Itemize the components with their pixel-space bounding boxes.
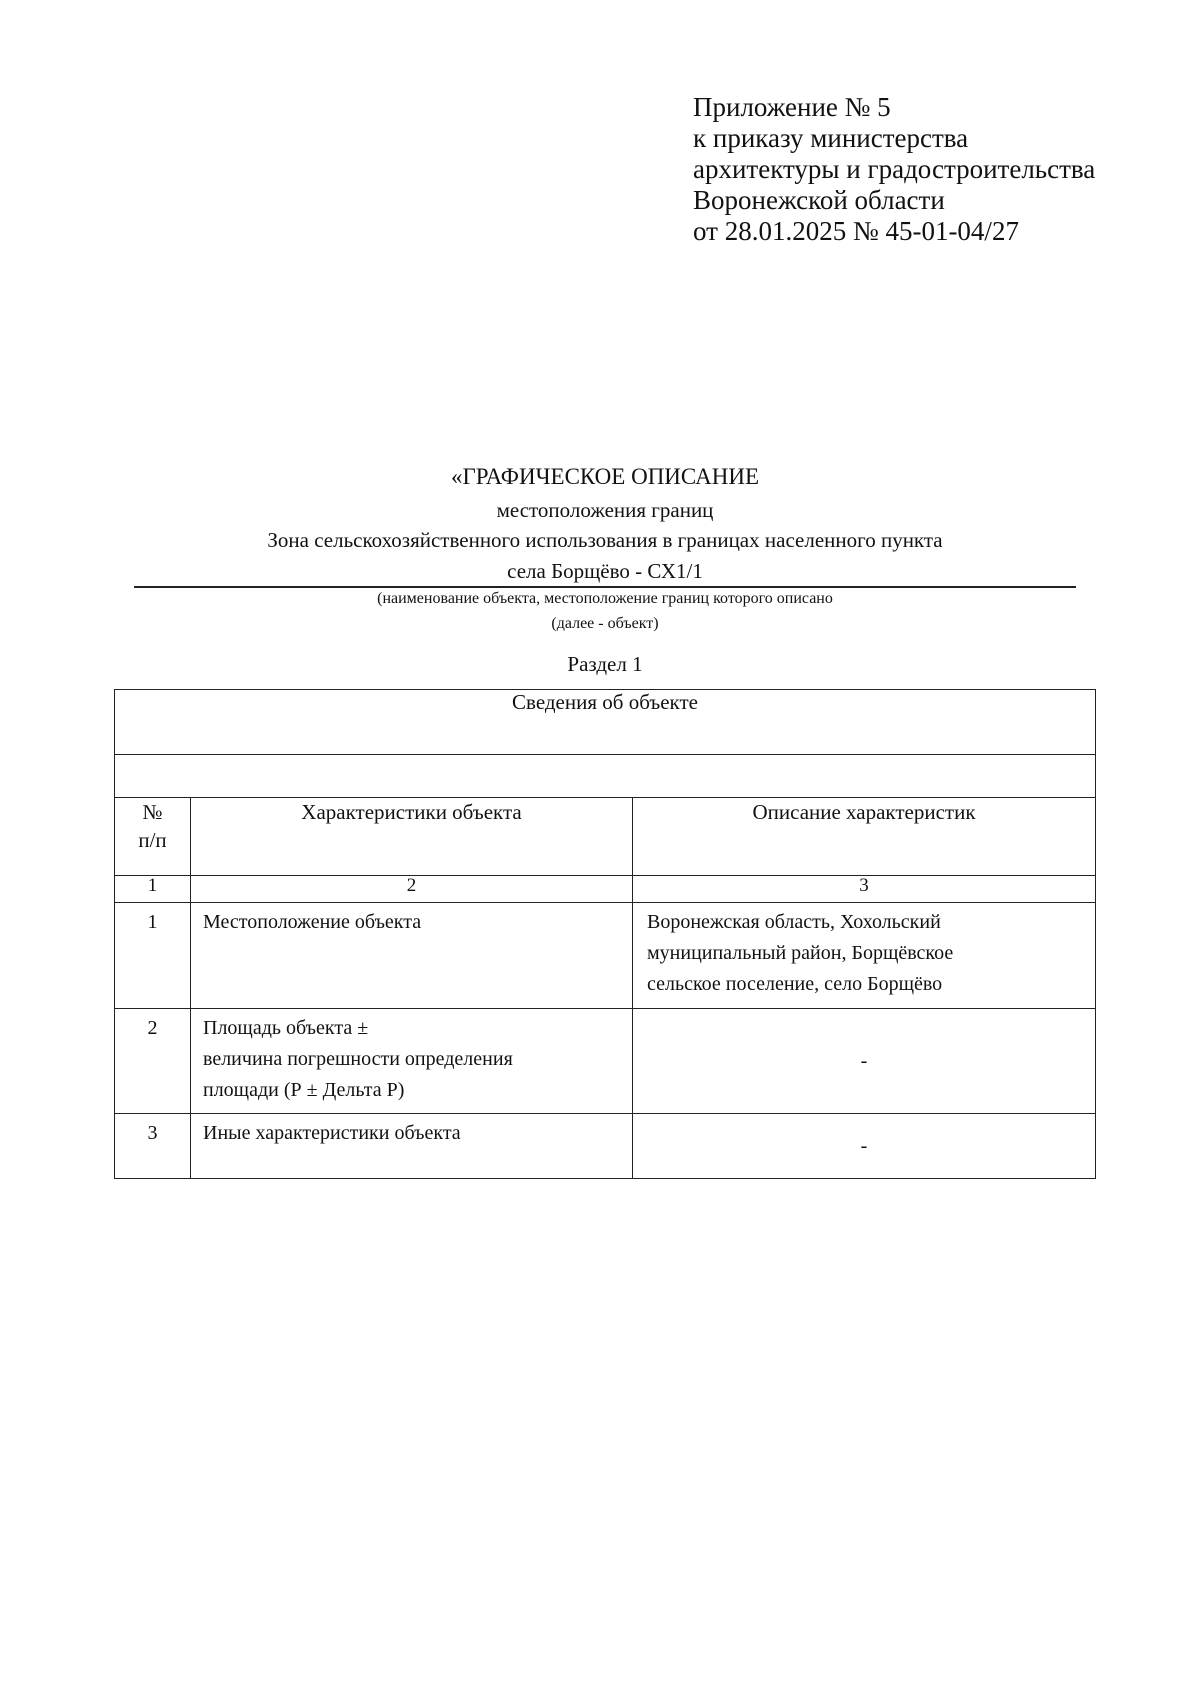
header-description: Описание характеристик bbox=[633, 798, 1096, 876]
header-characteristic: Характеристики объекта bbox=[191, 798, 633, 876]
header-num-line1: № bbox=[142, 800, 163, 824]
row-characteristic bbox=[191, 1009, 633, 1114]
column-number: 1 bbox=[115, 876, 191, 903]
table-row bbox=[115, 903, 1096, 1009]
appendix-date-number: от 28.01.2025 № 45-01-04/27 bbox=[693, 216, 1019, 246]
row-number: 1 bbox=[115, 903, 191, 1009]
title-underline bbox=[134, 586, 1076, 588]
appendix-order-ref: к приказу министерства bbox=[693, 123, 969, 153]
table-header-row bbox=[115, 798, 1096, 876]
column-number: 2 bbox=[191, 876, 633, 903]
row-number: 3 bbox=[115, 1114, 191, 1179]
empty-cell bbox=[115, 755, 1096, 798]
row-description: - bbox=[633, 1009, 1096, 1114]
appendix-number: Приложение № 5 bbox=[693, 92, 891, 122]
appendix-region: Воронежской области bbox=[693, 185, 945, 215]
zone-name: Зона сельскохозяйственного использования в границах населенного пункта bbox=[267, 528, 943, 552]
column-number: 3 bbox=[633, 876, 1096, 903]
document-title: «ГРАФИЧЕСКОЕ ОПИСАНИЕ bbox=[450, 464, 759, 489]
village-name: села Борщёво - СХ1/1 bbox=[507, 559, 703, 583]
row-description bbox=[633, 903, 1096, 1009]
appendix-block bbox=[693, 92, 1095, 247]
characteristic-line: величина погрешности определения bbox=[203, 1048, 513, 1070]
appendix-ministry: архитектуры и градостроительства bbox=[693, 154, 1096, 184]
table-empty-row bbox=[115, 755, 1096, 798]
object-caption-line2: (далее - объект) bbox=[551, 615, 659, 632]
characteristic-line: Местоположение объекта bbox=[203, 911, 422, 933]
object-caption-line1: (наименование объекта, местоположение границ которого описано bbox=[377, 590, 833, 607]
column-number-row bbox=[115, 876, 1096, 903]
characteristic-line: Площадь объекта ± bbox=[203, 1017, 369, 1039]
description-line: сельское поселение, село Борщёво bbox=[647, 973, 943, 995]
object-info-table bbox=[114, 689, 1096, 1179]
row-characteristic bbox=[191, 903, 633, 1009]
table-row bbox=[115, 1114, 1096, 1179]
characteristic-line: площади (Р ± Дельта Р) bbox=[203, 1079, 405, 1101]
characteristic-line: Иные характеристики объекта bbox=[203, 1122, 461, 1144]
header-num-line2: п/п bbox=[138, 828, 167, 852]
table-row bbox=[115, 1009, 1096, 1114]
table-title-row bbox=[115, 690, 1096, 755]
table-title: Сведения об объекте bbox=[115, 690, 1096, 755]
document-subtitle: местоположения границ bbox=[496, 498, 714, 522]
header-num bbox=[115, 798, 191, 876]
section-title: Раздел 1 bbox=[567, 652, 643, 676]
row-description: - bbox=[633, 1114, 1096, 1179]
description-line: Воронежская область, Хохольский bbox=[647, 911, 941, 933]
row-number: 2 bbox=[115, 1009, 191, 1114]
description-line: муниципальный район, Борщёвское bbox=[647, 942, 954, 964]
row-characteristic bbox=[191, 1114, 633, 1179]
